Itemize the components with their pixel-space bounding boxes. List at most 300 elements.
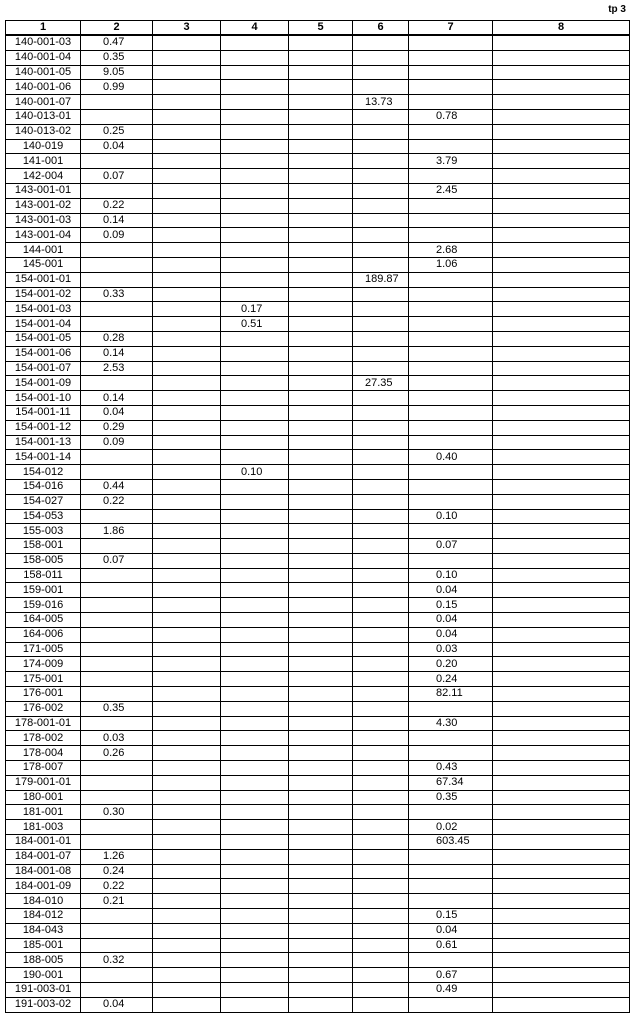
- value-cell-col-3: [153, 198, 221, 213]
- row-code-cell: 140-001-04: [6, 50, 81, 65]
- value-cell-col-3: [153, 864, 221, 879]
- value-cell-col-4: [221, 894, 289, 909]
- value-cell-col-4: [221, 479, 289, 494]
- value-cell-col-6: [353, 775, 409, 790]
- value-cell-col-4: [221, 687, 289, 702]
- value-cell-col-7: [409, 65, 493, 80]
- value-cell-col-4: [221, 243, 289, 258]
- value-cell-col-8: [493, 287, 630, 302]
- value-cell-col-2: 0.14: [81, 213, 153, 228]
- value-cell-col-5: [289, 435, 353, 450]
- value-cell-col-3: [153, 361, 221, 376]
- value-cell-col-5: [289, 894, 353, 909]
- value-cell-col-4: [221, 287, 289, 302]
- table-row: [6, 864, 630, 879]
- value-cell-col-6: [353, 124, 409, 139]
- value-cell-col-3: [153, 805, 221, 820]
- value-cell-col-5: [289, 80, 353, 95]
- value-cell-col-7: 0.49: [409, 983, 493, 998]
- row-code-cell: 164-005: [6, 613, 81, 628]
- value-cell-col-8: [493, 746, 630, 761]
- value-cell-col-5: [289, 169, 353, 184]
- value-cell-col-5: [289, 198, 353, 213]
- row-code-cell: 184-010: [6, 894, 81, 909]
- row-code-cell: 158-001: [6, 539, 81, 554]
- value-cell-col-2: 0.04: [81, 139, 153, 154]
- table-row: [6, 539, 630, 554]
- value-cell-col-5: [289, 672, 353, 687]
- value-cell-col-2: 0.29: [81, 420, 153, 435]
- value-cell-col-8: [493, 228, 630, 243]
- value-cell-col-5: [289, 317, 353, 332]
- value-cell-col-5: [289, 213, 353, 228]
- value-cell-col-5: [289, 805, 353, 820]
- value-cell-col-3: [153, 331, 221, 346]
- value-cell-col-8: [493, 509, 630, 524]
- value-cell-col-7: 3.79: [409, 154, 493, 169]
- value-cell-col-3: [153, 65, 221, 80]
- value-cell-col-2: [81, 761, 153, 776]
- row-code-cell: 158-005: [6, 553, 81, 568]
- value-cell-col-6: [353, 938, 409, 953]
- value-cell-col-8: [493, 198, 630, 213]
- value-cell-col-4: [221, 923, 289, 938]
- value-cell-col-2: [81, 109, 153, 124]
- row-code-cell: 154-001-06: [6, 346, 81, 361]
- value-cell-col-2: 0.07: [81, 553, 153, 568]
- value-cell-col-8: [493, 775, 630, 790]
- value-cell-col-8: [493, 257, 630, 272]
- value-cell-col-4: [221, 983, 289, 998]
- value-cell-col-5: [289, 154, 353, 169]
- value-cell-col-6: [353, 909, 409, 924]
- value-cell-col-6: [353, 642, 409, 657]
- value-cell-col-4: [221, 716, 289, 731]
- value-cell-col-8: [493, 243, 630, 258]
- row-code-cell: 154-001-01: [6, 272, 81, 287]
- value-cell-col-2: [81, 257, 153, 272]
- value-cell-col-5: [289, 95, 353, 110]
- value-cell-col-2: [81, 642, 153, 657]
- value-cell-col-5: [289, 509, 353, 524]
- value-cell-col-8: [493, 479, 630, 494]
- value-cell-col-6: [353, 657, 409, 672]
- header-row: [6, 21, 630, 36]
- table-row: [6, 465, 630, 480]
- value-cell-col-3: [153, 183, 221, 198]
- value-cell-col-7: [409, 746, 493, 761]
- value-cell-col-6: [353, 701, 409, 716]
- row-code-cell: 184-043: [6, 923, 81, 938]
- value-cell-col-2: [81, 243, 153, 258]
- value-cell-col-3: [153, 761, 221, 776]
- value-cell-col-7: [409, 435, 493, 450]
- value-cell-col-4: [221, 953, 289, 968]
- column-header-6: 6: [353, 21, 409, 36]
- value-cell-col-2: [81, 509, 153, 524]
- table-row: [6, 302, 630, 317]
- table-row: [6, 746, 630, 761]
- value-cell-col-8: [493, 835, 630, 850]
- value-cell-col-5: [289, 50, 353, 65]
- value-cell-col-6: [353, 953, 409, 968]
- value-cell-col-3: [153, 775, 221, 790]
- table-row: [6, 953, 630, 968]
- value-cell-col-6: [353, 568, 409, 583]
- value-cell-col-3: [153, 287, 221, 302]
- value-cell-col-6: [353, 790, 409, 805]
- value-cell-col-8: [493, 701, 630, 716]
- value-cell-col-4: [221, 183, 289, 198]
- value-cell-col-3: [153, 524, 221, 539]
- table-row: [6, 731, 630, 746]
- row-code-cell: 175-001: [6, 672, 81, 687]
- row-code-cell: 143-001-04: [6, 228, 81, 243]
- value-cell-col-4: [221, 761, 289, 776]
- value-cell-col-4: [221, 583, 289, 598]
- value-cell-col-3: [153, 672, 221, 687]
- value-cell-col-3: [153, 894, 221, 909]
- row-code-cell: 154-001-13: [6, 435, 81, 450]
- value-cell-col-8: [493, 953, 630, 968]
- value-cell-col-6: [353, 257, 409, 272]
- table-row: [6, 894, 630, 909]
- value-cell-col-3: [153, 405, 221, 420]
- value-cell-col-8: [493, 731, 630, 746]
- value-cell-col-2: [81, 272, 153, 287]
- value-cell-col-3: [153, 909, 221, 924]
- table-row: [6, 450, 630, 465]
- value-cell-col-3: [153, 879, 221, 894]
- value-cell-col-5: [289, 687, 353, 702]
- row-code-cell: 190-001: [6, 968, 81, 983]
- value-cell-col-6: [353, 317, 409, 332]
- value-cell-col-2: 0.44: [81, 479, 153, 494]
- table-row: [6, 109, 630, 124]
- table-row: [6, 124, 630, 139]
- value-cell-col-6: [353, 716, 409, 731]
- value-cell-col-2: [81, 909, 153, 924]
- row-code-cell: 140-013-01: [6, 109, 81, 124]
- value-cell-col-3: [153, 746, 221, 761]
- value-cell-col-7: [409, 198, 493, 213]
- value-cell-col-4: [221, 820, 289, 835]
- value-cell-col-6: [353, 465, 409, 480]
- value-cell-col-4: [221, 598, 289, 613]
- value-cell-col-5: [289, 909, 353, 924]
- value-cell-col-7: [409, 169, 493, 184]
- value-cell-col-8: [493, 95, 630, 110]
- value-cell-col-2: 0.35: [81, 50, 153, 65]
- row-code-cell: 144-001: [6, 243, 81, 258]
- value-cell-col-6: [353, 50, 409, 65]
- value-cell-col-6: [353, 109, 409, 124]
- value-cell-col-6: [353, 35, 409, 50]
- value-cell-col-7: [409, 465, 493, 480]
- value-cell-col-2: [81, 820, 153, 835]
- value-cell-col-8: [493, 524, 630, 539]
- value-cell-col-5: [289, 627, 353, 642]
- value-cell-col-3: [153, 598, 221, 613]
- value-cell-col-6: [353, 198, 409, 213]
- value-cell-col-6: [353, 820, 409, 835]
- value-cell-col-5: [289, 761, 353, 776]
- value-cell-col-7: [409, 376, 493, 391]
- value-cell-col-8: [493, 331, 630, 346]
- value-cell-col-7: [409, 331, 493, 346]
- table-row: [6, 213, 630, 228]
- row-code-cell: 159-001: [6, 583, 81, 598]
- value-cell-col-8: [493, 997, 630, 1012]
- row-code-cell: 191-003-02: [6, 997, 81, 1012]
- value-cell-col-3: [153, 553, 221, 568]
- value-cell-col-8: [493, 391, 630, 406]
- value-cell-col-7: [409, 50, 493, 65]
- column-header-8: 8: [493, 21, 630, 36]
- value-cell-col-8: [493, 494, 630, 509]
- value-cell-col-5: [289, 450, 353, 465]
- value-cell-col-4: [221, 331, 289, 346]
- value-cell-col-4: [221, 568, 289, 583]
- value-cell-col-6: [353, 613, 409, 628]
- row-code-cell: 145-001: [6, 257, 81, 272]
- value-cell-col-8: [493, 923, 630, 938]
- value-cell-col-2: [81, 568, 153, 583]
- value-cell-col-7: 0.02: [409, 820, 493, 835]
- value-cell-col-7: 0.15: [409, 598, 493, 613]
- value-cell-col-2: [81, 775, 153, 790]
- value-cell-col-6: [353, 598, 409, 613]
- value-cell-col-6: [353, 331, 409, 346]
- row-code-cell: 154-001-03: [6, 302, 81, 317]
- value-cell-col-6: [353, 213, 409, 228]
- value-cell-col-3: [153, 154, 221, 169]
- row-code-cell: 178-007: [6, 761, 81, 776]
- value-cell-col-4: [221, 257, 289, 272]
- table-row: [6, 361, 630, 376]
- table-row: [6, 198, 630, 213]
- value-cell-col-5: [289, 968, 353, 983]
- value-cell-col-7: [409, 139, 493, 154]
- value-cell-col-6: [353, 435, 409, 450]
- value-cell-col-2: [81, 716, 153, 731]
- value-cell-col-2: 0.33: [81, 287, 153, 302]
- value-cell-col-6: [353, 894, 409, 909]
- row-code-cell: 154-016: [6, 479, 81, 494]
- value-cell-col-7: 82.11: [409, 687, 493, 702]
- table-row: [6, 435, 630, 450]
- row-code-cell: 178-001-01: [6, 716, 81, 731]
- table-row: [6, 479, 630, 494]
- value-cell-col-4: [221, 627, 289, 642]
- value-cell-col-8: [493, 553, 630, 568]
- row-code-cell: 184-012: [6, 909, 81, 924]
- value-cell-col-6: [353, 302, 409, 317]
- value-cell-col-3: [153, 983, 221, 998]
- value-cell-col-6: [353, 968, 409, 983]
- value-cell-col-5: [289, 613, 353, 628]
- table-row: [6, 701, 630, 716]
- value-cell-col-4: [221, 731, 289, 746]
- value-cell-col-3: [153, 790, 221, 805]
- value-cell-col-8: [493, 627, 630, 642]
- value-cell-col-7: [409, 228, 493, 243]
- row-code-cell: 141-001: [6, 154, 81, 169]
- row-code-cell: 140-013-02: [6, 124, 81, 139]
- value-cell-col-4: [221, 879, 289, 894]
- row-code-cell: 143-001-02: [6, 198, 81, 213]
- value-cell-col-8: [493, 539, 630, 554]
- value-cell-col-5: [289, 35, 353, 50]
- value-cell-col-8: [493, 642, 630, 657]
- value-cell-col-3: [153, 50, 221, 65]
- row-code-cell: 143-001-01: [6, 183, 81, 198]
- value-cell-col-4: [221, 450, 289, 465]
- row-code-cell: 184-001-09: [6, 879, 81, 894]
- table-row: [6, 761, 630, 776]
- value-cell-col-7: 0.04: [409, 613, 493, 628]
- value-cell-col-5: [289, 775, 353, 790]
- value-cell-col-2: [81, 583, 153, 598]
- value-cell-col-4: [221, 524, 289, 539]
- table-row: [6, 183, 630, 198]
- value-cell-col-4: [221, 494, 289, 509]
- table-row: [6, 154, 630, 169]
- value-cell-col-8: [493, 879, 630, 894]
- value-cell-col-2: [81, 317, 153, 332]
- value-cell-col-6: [353, 450, 409, 465]
- value-cell-col-6: [353, 923, 409, 938]
- value-cell-col-4: [221, 672, 289, 687]
- value-cell-col-8: [493, 613, 630, 628]
- value-cell-col-8: [493, 169, 630, 184]
- row-code-cell: 185-001: [6, 938, 81, 953]
- value-cell-col-5: [289, 287, 353, 302]
- value-cell-col-8: [493, 405, 630, 420]
- value-cell-col-4: [221, 376, 289, 391]
- value-cell-col-2: 0.21: [81, 894, 153, 909]
- value-cell-col-4: [221, 509, 289, 524]
- column-header-2: 2: [81, 21, 153, 36]
- row-code-cell: 191-003-01: [6, 983, 81, 998]
- value-cell-col-6: [353, 761, 409, 776]
- value-cell-col-8: [493, 376, 630, 391]
- value-cell-col-6: [353, 583, 409, 598]
- value-cell-col-5: [289, 568, 353, 583]
- value-cell-col-2: [81, 95, 153, 110]
- table-row: [6, 642, 630, 657]
- value-cell-col-6: [353, 879, 409, 894]
- row-code-cell: 143-001-03: [6, 213, 81, 228]
- value-cell-col-7: 0.04: [409, 627, 493, 642]
- value-cell-col-8: [493, 450, 630, 465]
- table-row: [6, 835, 630, 850]
- value-cell-col-2: 0.32: [81, 953, 153, 968]
- value-cell-col-3: [153, 109, 221, 124]
- value-cell-col-8: [493, 790, 630, 805]
- row-code-cell: 171-005: [6, 642, 81, 657]
- value-cell-col-4: [221, 169, 289, 184]
- value-cell-col-8: [493, 687, 630, 702]
- value-cell-col-3: [153, 302, 221, 317]
- value-cell-col-8: [493, 968, 630, 983]
- row-code-cell: 154-001-12: [6, 420, 81, 435]
- value-cell-col-2: 0.28: [81, 331, 153, 346]
- value-cell-col-5: [289, 479, 353, 494]
- value-cell-col-3: [153, 923, 221, 938]
- value-cell-col-5: [289, 583, 353, 598]
- value-cell-col-5: [289, 820, 353, 835]
- value-cell-col-2: 0.24: [81, 864, 153, 879]
- value-cell-col-5: [289, 553, 353, 568]
- value-cell-col-7: [409, 287, 493, 302]
- value-cell-col-2: [81, 465, 153, 480]
- row-code-cell: 188-005: [6, 953, 81, 968]
- value-cell-col-8: [493, 938, 630, 953]
- value-cell-col-2: [81, 657, 153, 672]
- row-code-cell: 154-027: [6, 494, 81, 509]
- value-cell-col-5: [289, 923, 353, 938]
- row-code-cell: 180-001: [6, 790, 81, 805]
- row-code-cell: 184-001-08: [6, 864, 81, 879]
- value-cell-col-3: [153, 509, 221, 524]
- value-cell-col-7: 0.03: [409, 642, 493, 657]
- value-cell-col-7: 0.61: [409, 938, 493, 953]
- value-cell-col-8: [493, 894, 630, 909]
- value-cell-col-7: [409, 805, 493, 820]
- value-cell-col-2: [81, 302, 153, 317]
- value-cell-col-7: [409, 317, 493, 332]
- column-header-4: 4: [221, 21, 289, 36]
- value-cell-col-6: [353, 731, 409, 746]
- value-cell-col-2: [81, 983, 153, 998]
- value-cell-col-2: 0.04: [81, 405, 153, 420]
- value-cell-col-6: [353, 287, 409, 302]
- value-cell-col-2: 0.14: [81, 391, 153, 406]
- value-cell-col-4: [221, 109, 289, 124]
- value-cell-col-7: [409, 731, 493, 746]
- row-code-cell: 154-001-04: [6, 317, 81, 332]
- value-cell-col-8: [493, 657, 630, 672]
- value-cell-col-3: [153, 731, 221, 746]
- value-cell-col-8: [493, 465, 630, 480]
- table-row: [6, 820, 630, 835]
- value-cell-col-2: 1.26: [81, 849, 153, 864]
- value-cell-col-5: [289, 849, 353, 864]
- value-cell-col-4: [221, 657, 289, 672]
- value-cell-col-4: [221, 938, 289, 953]
- value-cell-col-5: [289, 139, 353, 154]
- value-cell-col-5: [289, 864, 353, 879]
- value-cell-col-8: [493, 124, 630, 139]
- value-cell-col-8: [493, 154, 630, 169]
- value-cell-col-3: [153, 35, 221, 50]
- value-cell-col-8: [493, 302, 630, 317]
- value-cell-col-5: [289, 346, 353, 361]
- value-cell-col-4: [221, 35, 289, 50]
- value-cell-col-8: [493, 716, 630, 731]
- value-cell-col-7: [409, 302, 493, 317]
- value-cell-col-6: [353, 687, 409, 702]
- value-cell-col-6: [353, 361, 409, 376]
- value-cell-col-8: [493, 80, 630, 95]
- value-cell-col-3: [153, 376, 221, 391]
- value-cell-col-2: 0.09: [81, 435, 153, 450]
- value-cell-col-8: [493, 820, 630, 835]
- row-code-cell: 154-001-11: [6, 405, 81, 420]
- table-row: [6, 775, 630, 790]
- row-code-cell: 176-001: [6, 687, 81, 702]
